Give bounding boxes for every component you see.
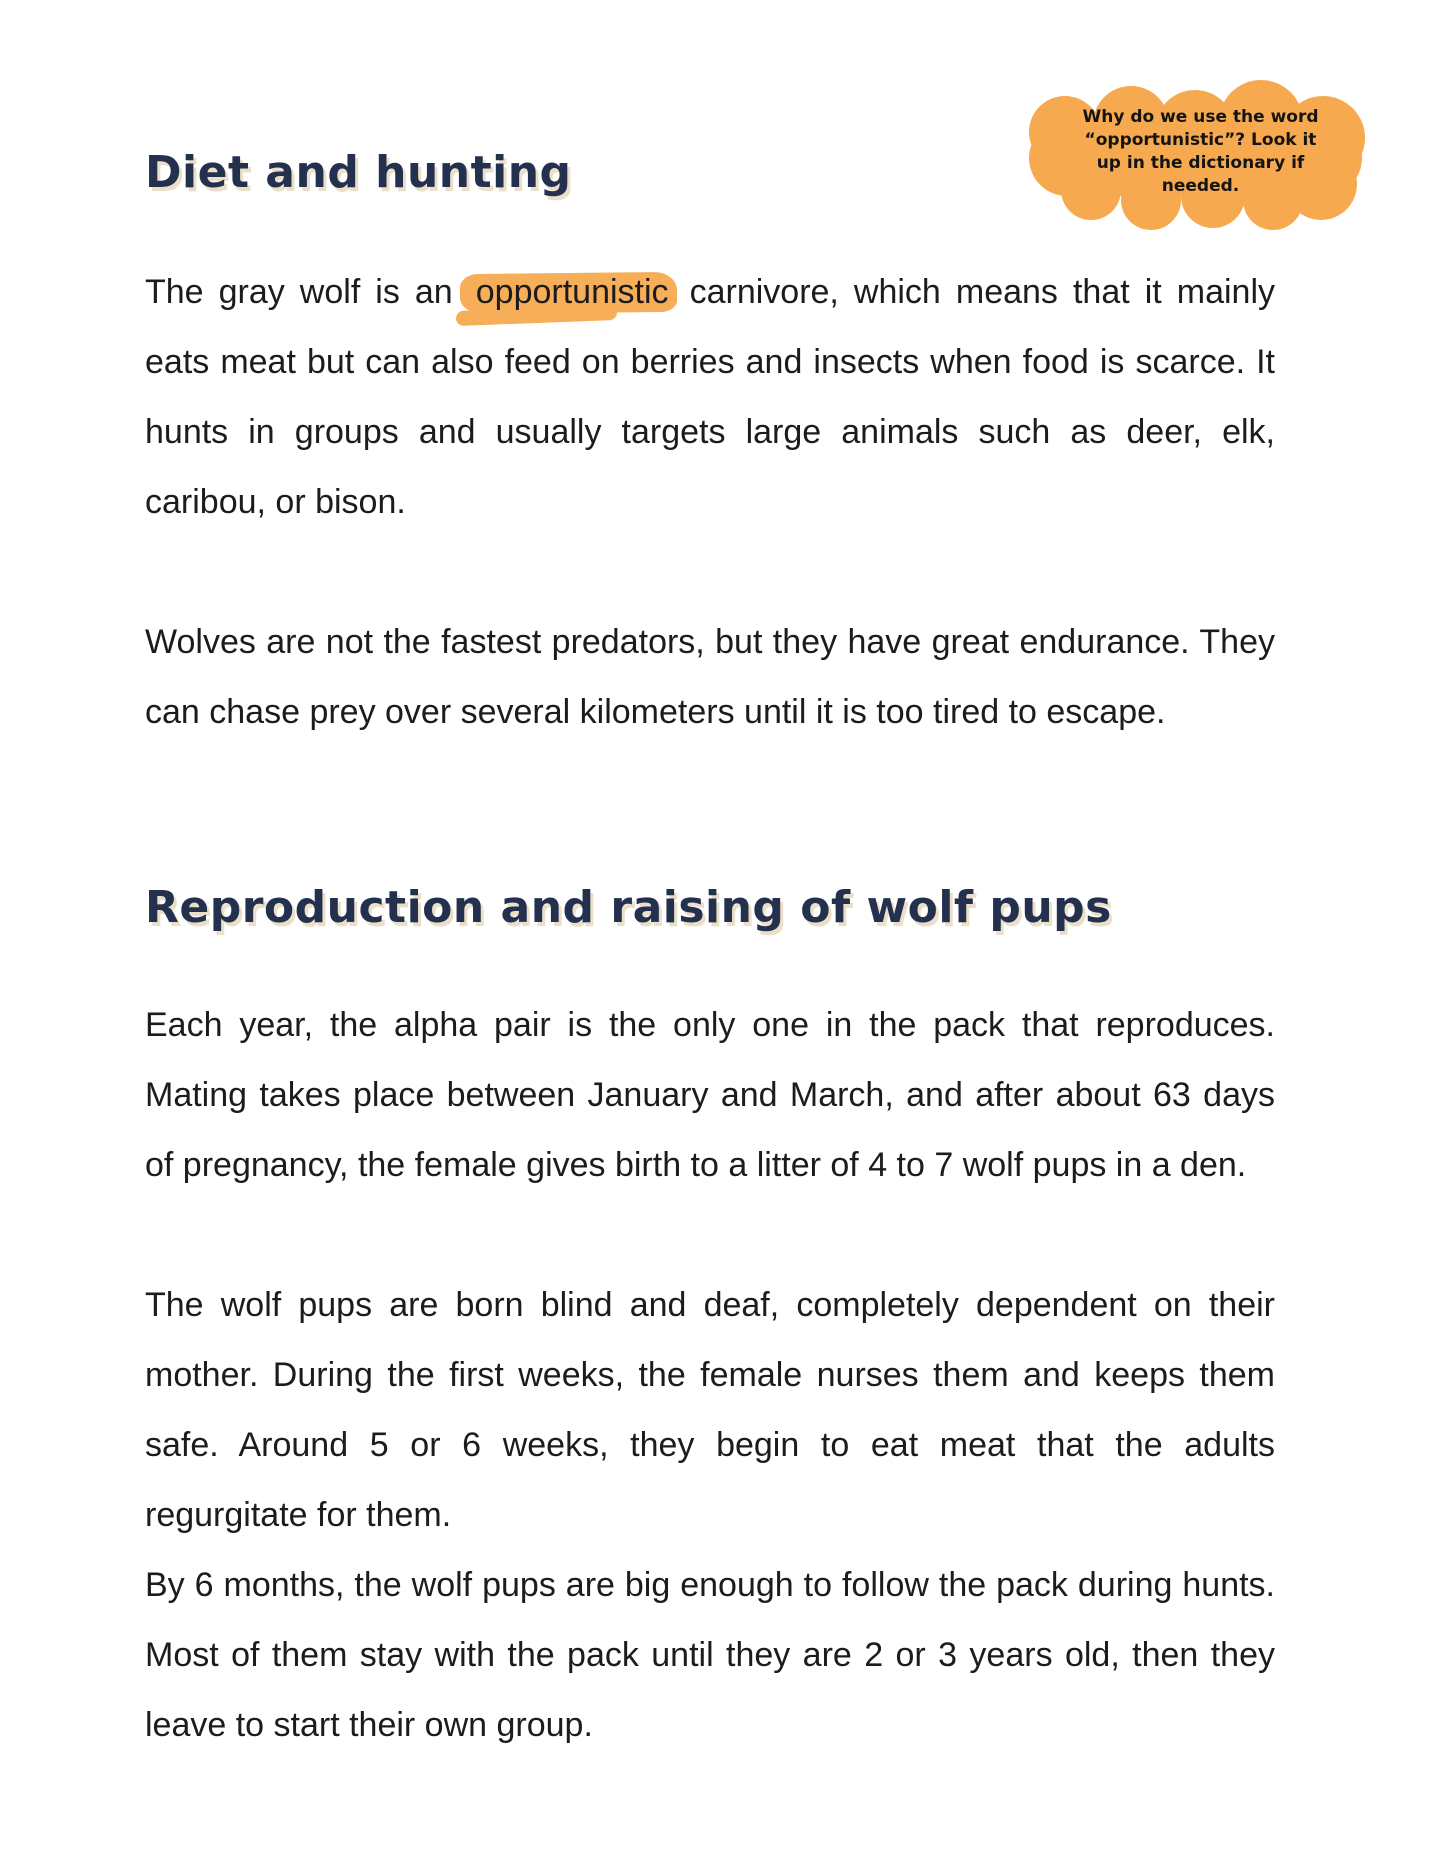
diet-paragraph-2: Wolves are not the fastest predators, but they have great endurance. They can chase prey over several kilometers until it is too tired to escape. bbox=[145, 623, 1275, 731]
callout-text-wrap bbox=[1023, 78, 1368, 236]
callout-text: Why do we use the word “opportunistic”? Look it up in the dictionary if needed. bbox=[1082, 107, 1319, 196]
reproduction-paragraph-2: The wolf pups are born blind and deaf, completely dependent on their mother. During the first weeks, the female nurses them and keeps them safe. Around 5 or 6 weeks, they begin to eat meat that the adults regurgitate for them. bbox=[145, 1286, 1275, 1534]
highlighted-word-opportunistic: opportunistic bbox=[468, 273, 675, 311]
paragraph-text-before-highlight: The gray wolf is an bbox=[145, 273, 468, 311]
diet-paragraph-1 bbox=[145, 257, 1275, 537]
section-heading-diet: Diet and hunting bbox=[145, 147, 572, 198]
reproduction-paragraph-3: By 6 months, the wolf pups are big enough to follow the pack during hunts. Most of them stay with the pack until they are 2 or 3 years old, then they leave to start their own group. bbox=[145, 1566, 1275, 1744]
paragraph-text-after-highlight: carnivore, which means that it mainly eats meat but can also feed on berries and insects when food is scarce. It hunts in groups and usually targets large animals such as deer, elk, caribou, or bison. bbox=[145, 273, 1275, 521]
section-heading-reproduction: Reproduction and raising of wolf pups bbox=[145, 882, 1112, 933]
reproduction-paragraph-1: Each year, the alpha pair is the only one in the pack that reproduces. Mating takes place between January and March, and after about 63 days of pregnancy, the female gives birth to a litter of 4 to 7 wolf pups in a den. bbox=[145, 1006, 1275, 1184]
callout-note bbox=[1023, 78, 1368, 236]
